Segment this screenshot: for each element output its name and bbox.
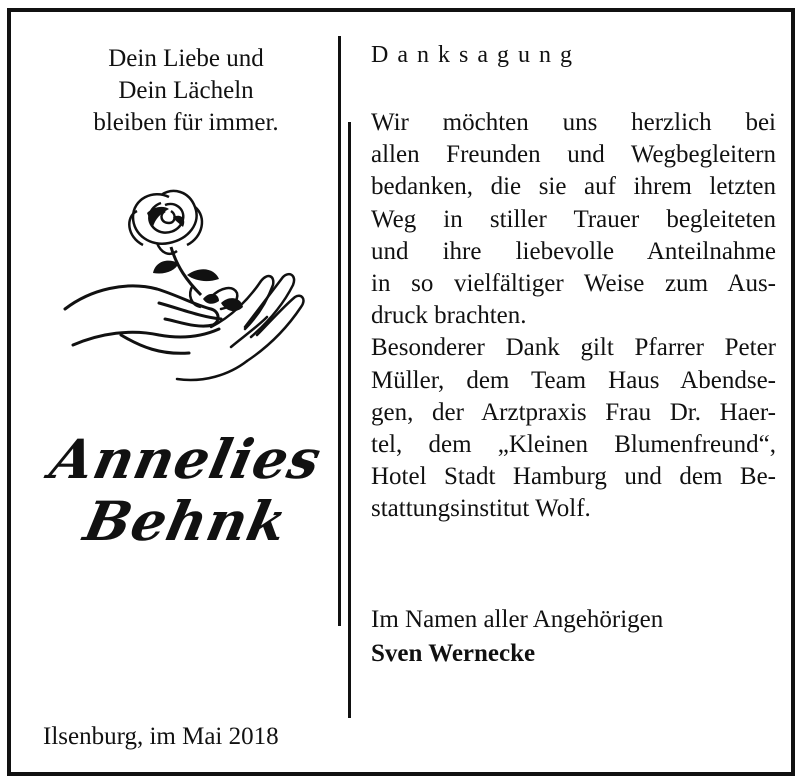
rose-in-hands-icon <box>61 177 311 387</box>
thanks-line: in so vielfältiger Weise zum Aus- <box>371 270 776 298</box>
place-and-date: Ilsenburg, im Mai 2018 <box>43 723 279 750</box>
signature-name: Sven Wernecke <box>371 640 536 667</box>
thanks-line: tel, dem „Kleinen Blumenfreund“, <box>371 431 776 459</box>
motto-line-2: Dein Lächeln <box>118 77 254 104</box>
column-divider <box>348 122 351 718</box>
thanks-line: allen Freunden und Wegbegleitern <box>371 141 776 169</box>
thanks-line: Hotel Stadt Hamburg und dem Be- <box>371 463 776 491</box>
right-column <box>371 38 776 667</box>
thanks-line: Weg in stiller Trauer begleiteten <box>371 205 776 233</box>
deceased-last-name: Behnk <box>78 489 294 553</box>
signature-intro: Im Namen aller Angehörigen <box>371 606 664 633</box>
thanks-line: Wir möchten uns herzlich bei <box>371 109 776 136</box>
thanks-line: bedanken, die sie auf ihrem letzten <box>371 173 776 201</box>
motto <box>21 43 351 139</box>
thanks-line: druck brachten. <box>371 302 527 330</box>
motto-line-1: Dein Liebe und <box>108 45 264 72</box>
thanks-line: gen, der Arztpraxis Frau Dr. Haer- <box>371 398 776 426</box>
column-divider <box>338 36 341 626</box>
thanks-line: stattungsinstitut Wolf. <box>371 495 591 523</box>
thanks-line: Besonderer Dank gilt Pfarrer Peter <box>371 334 776 362</box>
thanks-text <box>371 107 776 526</box>
obituary-notice <box>7 8 795 776</box>
deceased-first-name: Annelies <box>44 427 328 491</box>
thanks-line: und ihre liebevolle Anteilnahme <box>371 237 776 265</box>
motto-line-3: bleiben für immer. <box>93 109 279 136</box>
heading-danksagung: Danksagung <box>371 42 581 68</box>
thanks-line: Müller, dem Team Haus Abendse- <box>371 366 776 394</box>
